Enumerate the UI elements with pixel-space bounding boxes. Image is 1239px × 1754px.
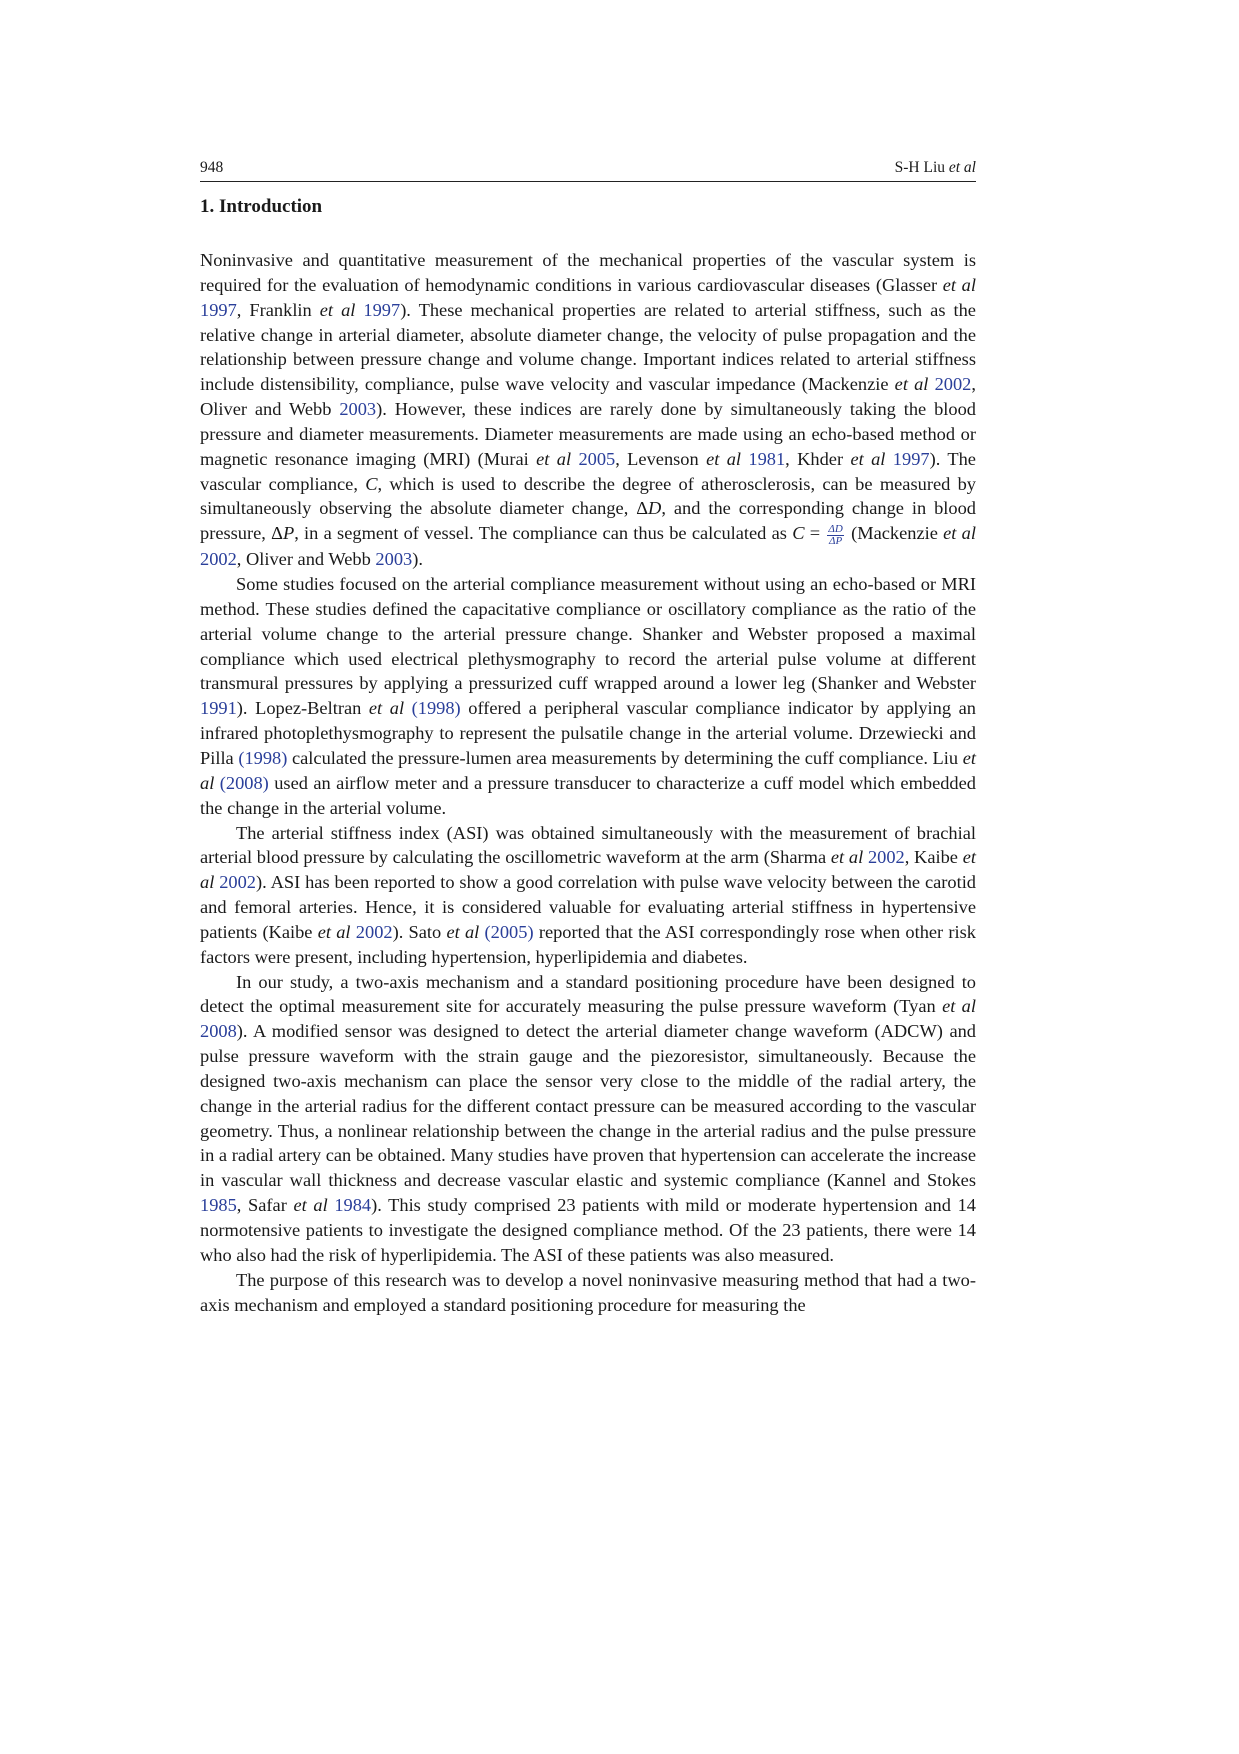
paragraph-5: The purpose of this research was to develop a novel noninvasive measuring method that had a two-axis mechanism and employed a standard positioning procedure for measuring the xyxy=(200,1269,976,1315)
paragraph-3: The arterial stiffness index (ASI) was obtained simultaneously with the measurement of brachial arterial blood pressure by calculating the oscillometric waveform at the arm (Sharma et al 2002, Kaibe et al 2002). ASI has been reported to show a good correlation with pulse wave velocity between the carotid and femoral arteries. Hence, it is considered valuable for evaluating arterial stiffness in hypertensive patients (Kaibe et al 2002). Sato et al (2005) reported that the ASI correspondingly rose when other risk factors were present, including hypertension, hyperlipidemia and diabetes. xyxy=(200,822,976,967)
running-head xyxy=(200,158,976,182)
citation-link[interactable]: 1997 xyxy=(200,299,237,320)
citation-link[interactable]: 1981 xyxy=(748,448,786,469)
citation-link[interactable]: 2002 xyxy=(934,374,972,395)
paragraph-2: Some studies focused on the arterial compliance measurement without using an echo-based or MRI method. These studies defined the capacitative compliance or oscillatory compliance as the ratio of the arterial volume change to the arterial pressure change. Shanker and Webster proposed a maximal compliance which used electrical plethysmography to record the arterial pulse volume at different transmural pressures by applying a pressurized cuff wrapped around a lower leg (Shanker and Webster 1991). Lopez-Beltran et al (1998) offered a peripheral vascular compliance indicator by applying an infrared photoplethysmography to represent the pulsatile change in the arterial volume. Drzewiecki and Pilla (1998) calculated the pressure-lumen area measurements by determining the cuff compliance. Liu et al (2008) used an airflow meter and a pressure transducer to characterize a cuff model which embedded the change in the arterial volume. xyxy=(200,574,976,818)
citation-link[interactable]: 1985 xyxy=(200,1195,237,1216)
citation-link[interactable]: 1991 xyxy=(200,698,237,719)
citation-link[interactable]: 2002 xyxy=(219,872,256,893)
section-heading: 1. Introduction xyxy=(200,196,323,217)
citation-link[interactable]: 1997 xyxy=(892,448,930,469)
paragraph-1: Noninvasive and quantitative measurement of the mechanical properties of the vascular system is required for the evaluation of hemodynamic conditions in various cardiovascular diseases (Glasser et al 1997, Franklin et al 1997). These mechanical properties are related to arterial stiffness, such as the relative change in arterial diameter, absolute diameter change, the velocity of pulse propagation and the relationship between pressure change and volume change. Important indices related to arterial stiffness include distensibility, compliance, pulse wave velocity and vascular impedance (Mackenzie et al 2002, Oliver and Webb 2003). However, these indices are rarely done by simultaneously taking the blood pressure and diameter measurements. Diameter measurements are made using an echo-based method or magnetic resonance imaging (MRI) (Murai et al 2005, Levenson et al 1981, Khder et al 1997). The vascular compliance, C, which is used to describe the degree of atherosclerosis, can be measured by simultaneously observing the absolute diameter change, ΔD, and the corresponding change in blood pressure, ΔP, in a segment of vessel. The compliance can thus be calculated as C = $\frac{\Delta D}{\Delta P}$ (Mackenzie et al 2002, Oliver and Webb 2003). xyxy=(200,250,977,570)
running-author: S-H Liu et al xyxy=(894,159,976,176)
citation-link[interactable]: (2005) xyxy=(484,921,534,942)
citation-link[interactable]: 2002 xyxy=(867,847,905,868)
paragraph-4: In our study, a two-axis mechanism and a standard positioning procedure have been designed to detect the optimal measurement site for accurately measuring the pulse pressure waveform (Tyan et al 2008). A modified sensor was designed to detect the arterial diameter change waveform (ADCW) and pulse pressure waveform with the strain gauge and the piezoresistor, simultaneously. Because the designed two-axis mechanism can place the sensor very close to the middle of the radial artery, the change in the arterial radius for the different contact pressure can be measured according to the vascular geometry. Thus, a nonlinear relationship between the change in the arterial radius and the pulse pressure in a radial artery can be obtained. Many studies have proven that hypertension can accelerate the increase in vascular wall thickness and decrease vascular elastic and systemic compliance (Kannel and Stokes 1985, Safar et al 1984). This study comprised 23 patients with mild or moderate hypertension and 14 normotensive patients to investigate the designed compliance method. Of the 23 patients, there were 14 who also had the risk of hyperlipidemia. The ASI of these patients was also measured. xyxy=(200,971,976,1265)
page xyxy=(200,158,976,1317)
body-text xyxy=(200,248,976,1317)
citation-link[interactable]: (2008) xyxy=(219,772,269,793)
citation-link[interactable]: 2003 xyxy=(339,399,377,420)
citation-link[interactable]: (1998) xyxy=(411,698,461,719)
compliance-formula: $\frac{\Delta D}{\Delta P}$ xyxy=(828,523,843,548)
citation-link[interactable]: 2003 xyxy=(375,549,413,570)
citation-link[interactable]: 2002 xyxy=(355,921,393,942)
citation-link[interactable]: 1997 xyxy=(363,299,401,320)
citation-link[interactable]: 2005 xyxy=(578,448,616,469)
citation-link[interactable]: 2008 xyxy=(200,1021,237,1042)
citation-link[interactable]: 1984 xyxy=(334,1195,372,1216)
page-number: 948 xyxy=(200,159,224,176)
citation-link[interactable]: (1998) xyxy=(238,747,288,768)
citation-link[interactable]: 2002 xyxy=(200,549,237,570)
